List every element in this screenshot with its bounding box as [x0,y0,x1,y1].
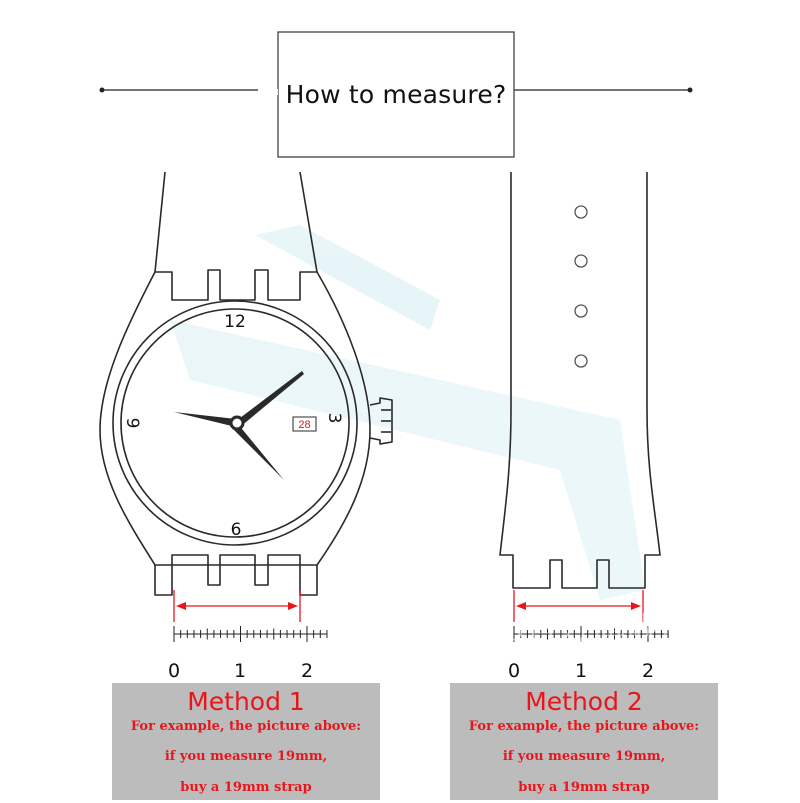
header-rule-right-dot [688,88,693,93]
right-ruler-label-0: 0 [507,660,521,682]
dial-number-3: 3 [324,412,344,424]
method-2-title: Method 2 [525,687,643,716]
method-1-line-3: buy a 19mm strap [180,780,312,795]
dial-number-9: 9 [122,417,142,429]
left-ruler-label-2: 2 [300,660,314,682]
header-box [278,32,514,157]
watch-bottom-lugs [155,555,317,595]
method-2-line-2: if you measure 19mm, [502,749,666,764]
right-ruler-label-2: 2 [641,660,655,682]
strap-hole [575,305,587,317]
page-title: How to measure? [285,80,507,109]
watermark-strap-shadow [170,225,645,600]
method-1-line-1: For example, the picture above: [130,719,362,734]
date-value: 28 [298,419,311,431]
method-2-line-1: For example, the picture above: [468,719,700,734]
left-ruler [174,626,327,642]
header-rule-left-dot [100,88,105,93]
method-2-line-3: buy a 19mm strap [518,780,650,795]
strap-hole [575,355,587,367]
strap-hole [575,255,587,267]
strap-holes [575,206,587,367]
right-ruler-label-1: 1 [574,660,588,682]
hour-hand-down [232,424,284,480]
dial-number-6: 6 [230,520,242,540]
left-ruler-label-1: 1 [233,660,247,682]
method-1-panel [112,683,380,800]
method-1-title: Method 1 [187,687,305,716]
left-ruler-label-0: 0 [167,660,181,682]
method-1-line-2: if you measure 19mm, [164,749,328,764]
left-width-marker [174,590,300,622]
method-2-panel [450,683,718,800]
hour-hand-left [174,412,236,427]
dial-number-12: 12 [224,312,246,332]
strap-hole [575,206,587,218]
watermark-text: Mtio官方旗舰店 [444,609,694,649]
